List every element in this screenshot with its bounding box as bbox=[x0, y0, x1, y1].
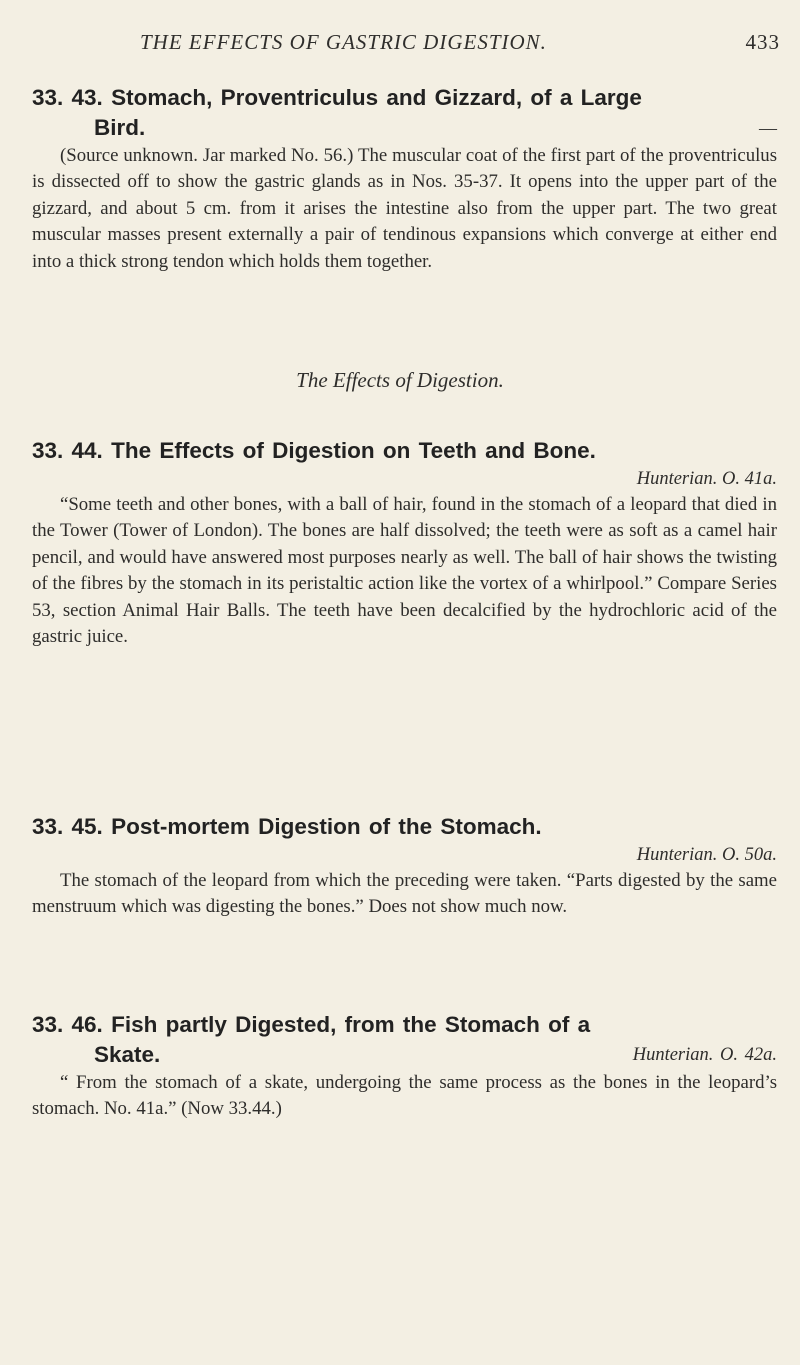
entry-text: (Source unknown. Jar marked No. 56.) The muscular coat of the first part of the proventriculus is dissected off to show the gastric glands as in Nos. 35-37. It opens into the upper part of the gizzard, and about 5 cm. from it arises the intestine also from the upper part. The two great muscular masses present externally a pair of tendinous expansions which converge at either end into a thick strong tendon which holds them together. bbox=[32, 145, 777, 272]
entry-33-45 bbox=[32, 812, 777, 921]
entry-text: The stomach of the leopard from which the preceding were taken. “Parts digested by the same menstruum which was digesting the bones.” Does not show much now. bbox=[32, 870, 777, 918]
entry-33-43 bbox=[32, 83, 777, 275]
entry-number: 33. 46. bbox=[32, 1012, 103, 1037]
section-title: The Effects of Digestion. bbox=[296, 368, 504, 392]
entry-body bbox=[32, 1070, 777, 1123]
entry-number: 33. 45. bbox=[32, 814, 103, 839]
entry-title-line2: Bird. bbox=[94, 115, 146, 140]
entry-dash: — bbox=[759, 118, 777, 138]
entry-title: Post-mortem Digestion of the Stomach. bbox=[111, 814, 542, 839]
running-head-title: THE EFFECTS OF GASTRIC DIGESTION. bbox=[140, 30, 547, 54]
entry-title-continued bbox=[32, 1040, 777, 1070]
entry-body bbox=[32, 492, 777, 650]
entry-heading bbox=[32, 812, 777, 842]
entry-reference: Hunterian. O. 50a. bbox=[636, 845, 777, 865]
entry-heading bbox=[32, 1010, 777, 1070]
entry-title-line2: Skate. bbox=[94, 1042, 161, 1067]
entry-number: 33. 43. bbox=[32, 85, 103, 110]
entry-number: 33. 44. bbox=[32, 438, 103, 463]
entry-title: Fish partly Digested, from the Stomach of a bbox=[111, 1012, 591, 1037]
entry-title: Stomach, Proventriculus and Gizzard, of a Large bbox=[111, 85, 642, 110]
entry-body bbox=[32, 143, 777, 275]
entry-title: The Effects of Digestion on Teeth and Bone. bbox=[111, 438, 596, 463]
entry-heading bbox=[32, 83, 777, 143]
entry-reference: Hunterian. O. 42a. bbox=[632, 1045, 777, 1065]
entry-heading bbox=[32, 436, 777, 466]
entry-text: “ From the stomach of a skate, undergoing the same process as the bones in the leopard’s stomach. No. 41a.” (Now 33.44.) bbox=[32, 1072, 777, 1120]
entry-33-46 bbox=[32, 1010, 777, 1123]
entry-reference: Hunterian. O. 41a. bbox=[636, 469, 777, 489]
entry-body bbox=[32, 868, 777, 921]
entry-text: “Some teeth and other bones, with a ball of hair, found in the stomach of a leopard that died in the Tower (Tower of London). The bones are half dissolved; the teeth were as soft as a camel hair pencil, and would have answered most purposes nearly as well. The ball of hair shows the twisting of the fibres by the stomach in its peristaltic action like the vortex of a whirlpool.” Compare Series 53, section Animal Hair Balls. The teeth have been decalcified by the hydrochloric acid of the gastric juice. bbox=[32, 494, 777, 648]
entry-title-continued bbox=[32, 113, 777, 143]
page-number: 433 bbox=[745, 30, 780, 54]
entry-33-44 bbox=[32, 436, 777, 650]
